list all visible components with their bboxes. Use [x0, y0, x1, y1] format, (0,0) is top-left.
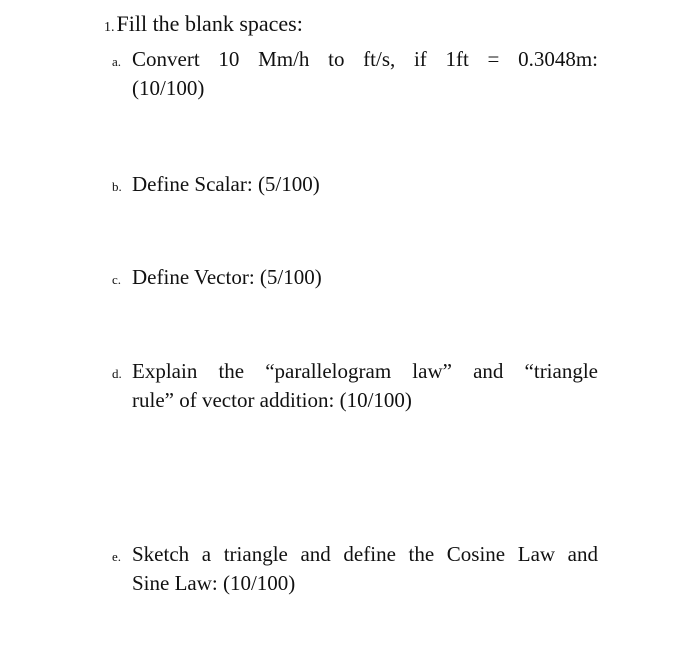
part-c: [112, 264, 322, 293]
part-d-letter: d.: [112, 366, 122, 381]
part-a-marks: (10/100): [132, 76, 205, 100]
part-b-letter: b.: [112, 179, 122, 194]
question-title: Fill the blank spaces:: [116, 11, 303, 36]
part-c-text: Define Vector: (5/100): [132, 265, 322, 289]
part-d-text-cont: rule” of vector addition: (10/100): [132, 388, 412, 412]
question-number: 1.: [104, 20, 115, 35]
part-c-letter: c.: [112, 272, 122, 287]
part-d-text: Explain the “parallelogram law” and “triangle: [132, 359, 598, 383]
part-e-text: Sketch a triangle and define the Cosine Law and: [132, 542, 598, 566]
part-b-text: Define Scalar: (5/100): [132, 172, 320, 196]
part-b: [112, 171, 320, 200]
part-e-letter: e.: [112, 549, 122, 564]
part-a-letter: a.: [112, 54, 122, 69]
part-e: [112, 541, 598, 597]
part-e-text-cont: Sine Law: (10/100): [132, 571, 296, 595]
question-header: [104, 10, 303, 42]
part-a-text: Convert 10 Mm/h to ft/s, if 1ft = 0.3048m:: [132, 47, 598, 71]
part-d: [112, 358, 598, 414]
part-a: [112, 46, 598, 102]
